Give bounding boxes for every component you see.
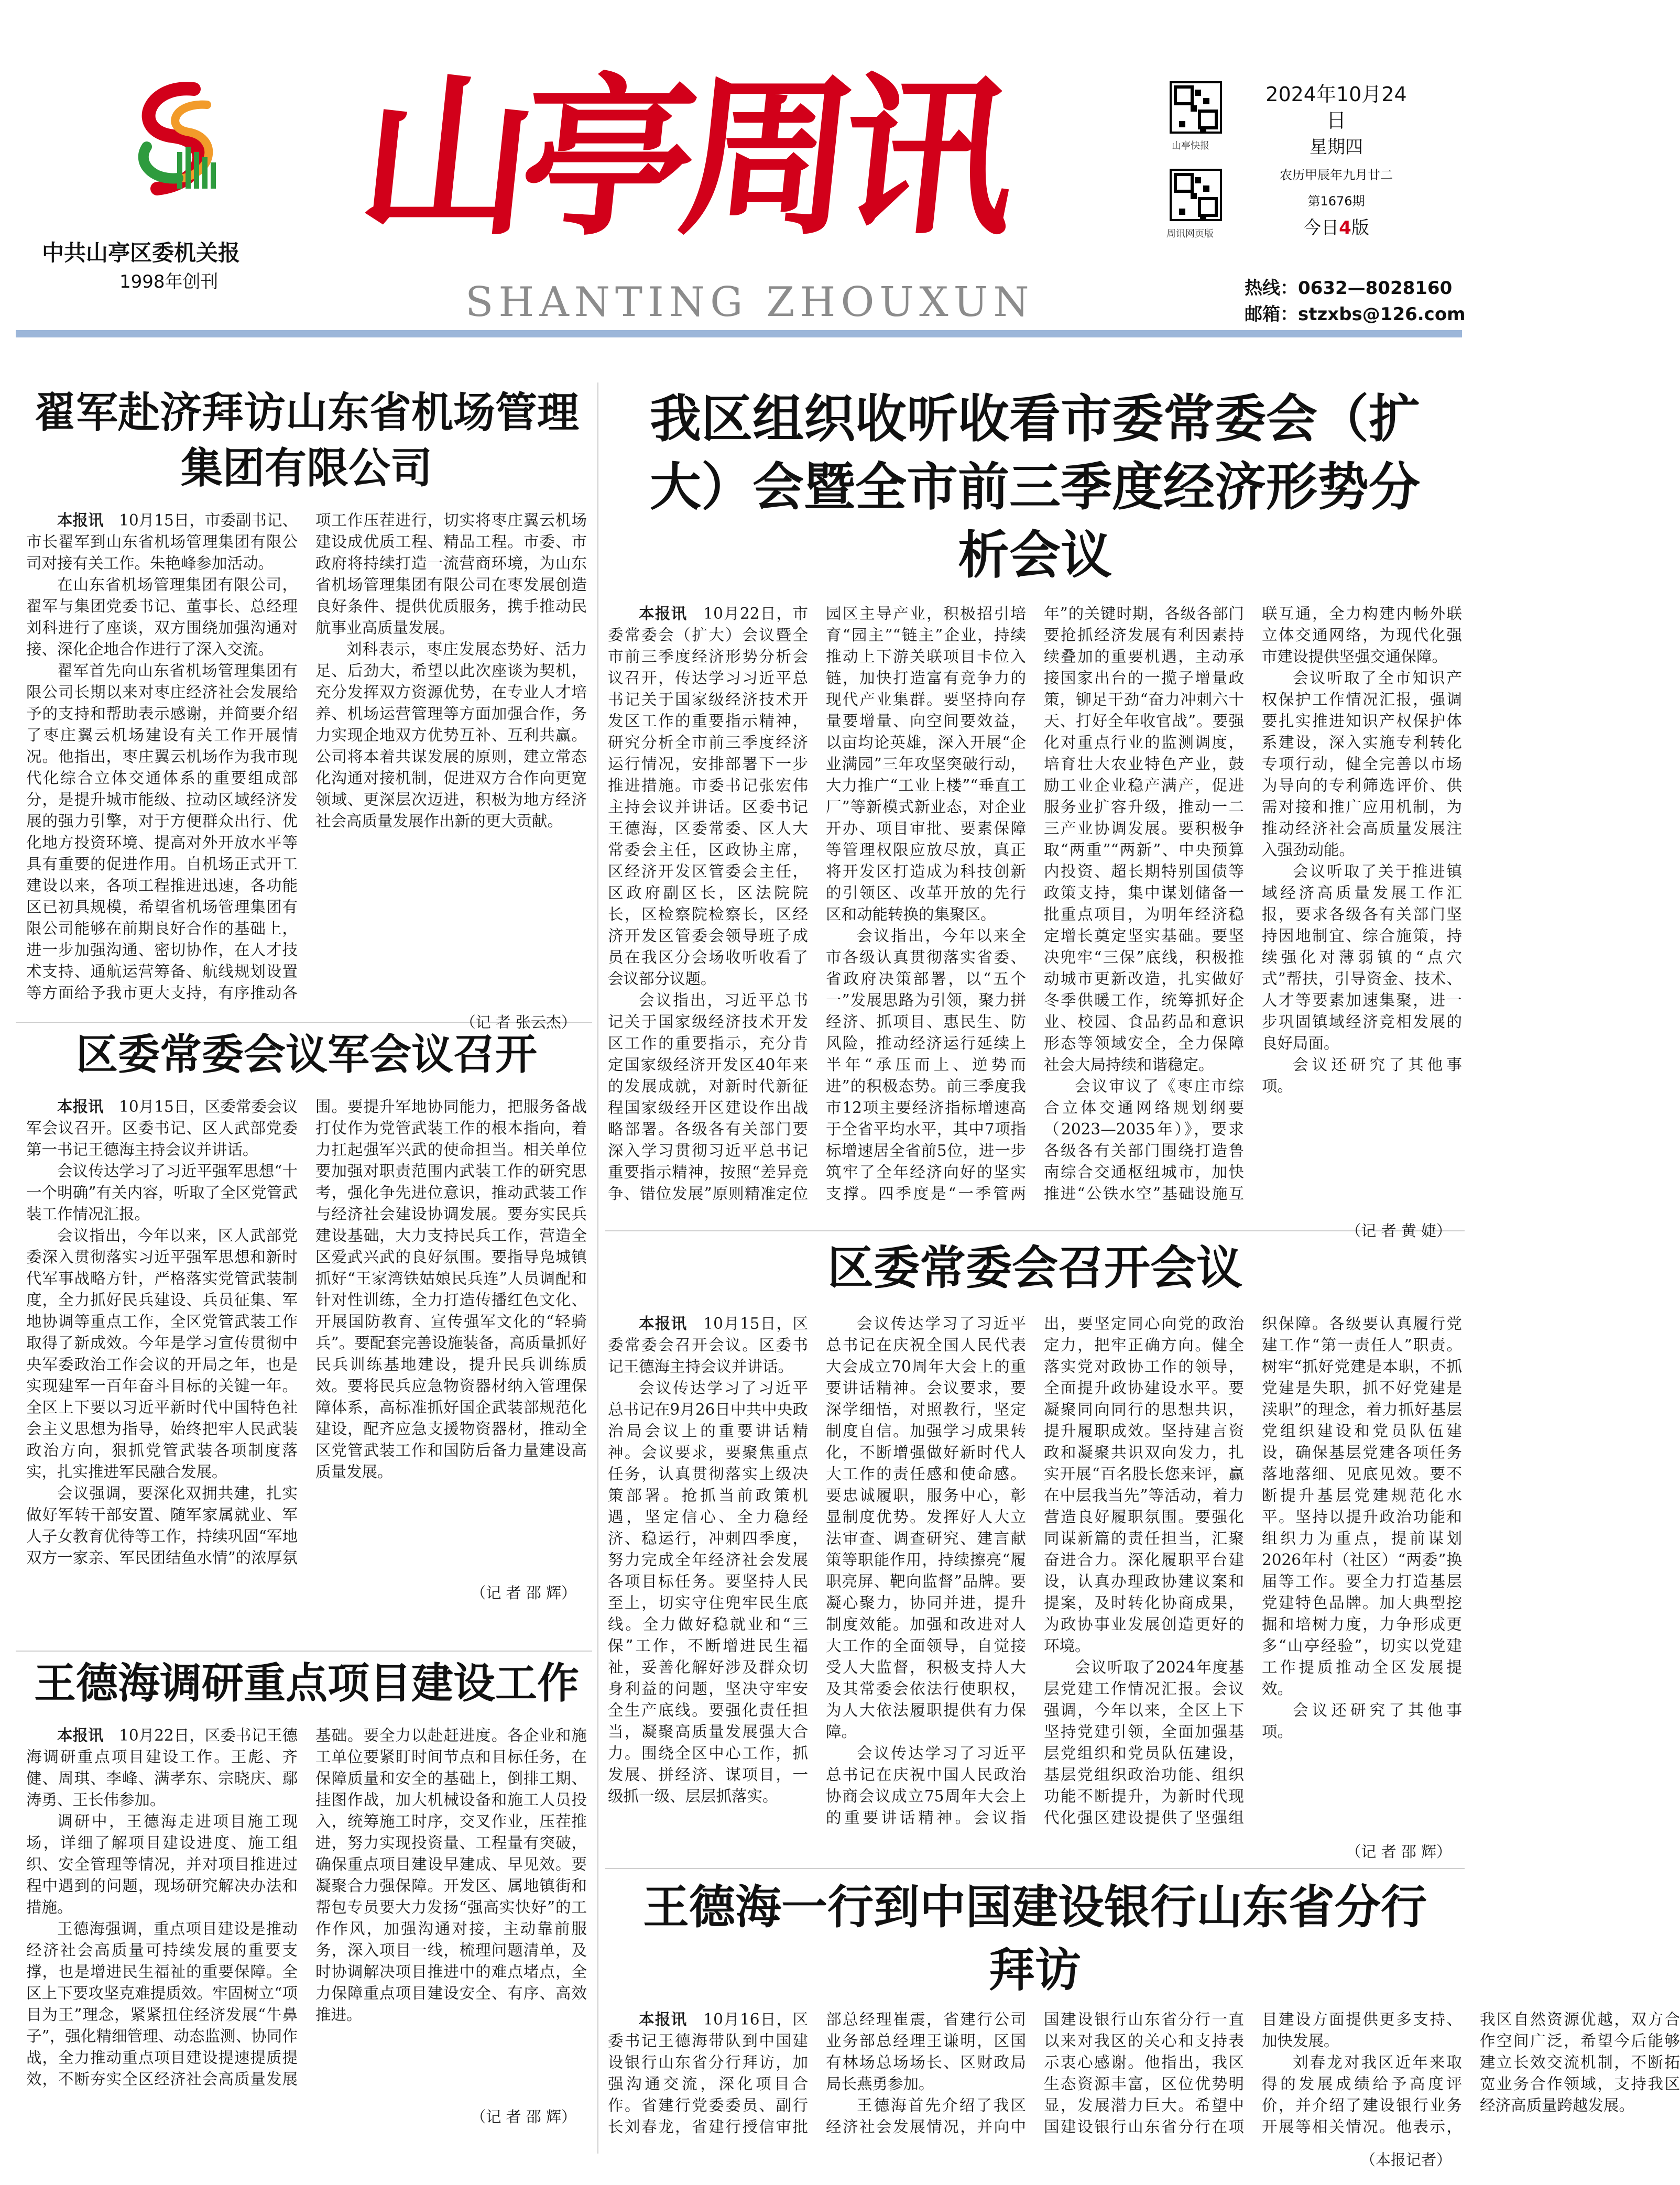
- lead-text: 10月22日，市委常委会（扩大）会议暨全市前三季度经济形势分析会议召开，传达学习习近平总书记关于国家级经济技术开发区工作的重要指示精神，研究分析全市前三季度经济运行情况，安排部署下一步推进措施。市委书记张宏伟主持会议并讲话。区委书记王德海，区委常委、区人大常委会主任，区政协主席，区经济开发区管委会主任，区政府副区长，区法院院长，区检察院检察长，区经济开发区管委会领导班子成员在我区分会场收听收看了会议部分议题。: [608, 605, 808, 988]
- issue-info: [1258, 81, 1415, 243]
- article-headline: 王德海调研重点项目建设工作: [34, 1659, 579, 1708]
- article-body: [608, 603, 1462, 1216]
- article-headline: 区委常委会召开会议: [827, 1241, 1242, 1295]
- article-headline: 王德海一行到中国建设银行山东省分行拜访: [642, 1880, 1427, 1997]
- lead-text: 10月15日，区委常委会召开会议。区委书记王德海主持会议并讲话。: [608, 1315, 808, 1375]
- article-military-meeting: [26, 1027, 587, 1648]
- article-paragraph: 刘科表示，枣庄发展态势好、活力足、后劲大，希望以此次座谈为契机，充分发挥双方资源优势，在专业人才培养、机场运营管理等方面加强合作，务力实现企地双方优势互补、互利共赢。公司将本着共谋发展的原则，建立常态化沟通对接机制，促进双方合作向更宽领域、更深层次迈进，积极为地方经济社会高质量发展作出新的更大贡献。: [315, 640, 587, 830]
- article-body: [26, 1725, 587, 2102]
- page-count-prefix: 今日: [1303, 217, 1339, 238]
- article-byline: （记 者 邵 辉）: [471, 2108, 576, 2126]
- masthead-pinyin: SHANTING ZHOUXUN: [465, 279, 1034, 326]
- article-paragraph: 会议传达学习了习近平总书记在庆祝中国人民政治协商会议成立75周年大会上的重要讲话精神。会议指出，要坚定同心向党的政治定力，把牢正确方向。健全落实党对政协工作的领导，全面提升政协建设水平。要凝聚同向同行的思想共识，提升履职成效。坚持建言资政和凝聚共识双向发力，扎实开展“百名股长您来评，赢在中层我当先”等活动，着力营造良好履职氛围。要强化同谋新篇的责任担当，汇聚奋进合力。深化履职平台建设，认真办理政协建议案和提案，及时转化协商成果，为政协事业发展创造更好的环境。: [826, 1315, 1244, 1827]
- hotline: 热线：0632—8028160: [1245, 278, 1453, 299]
- issue-date: 2024年10月24日: [1266, 83, 1407, 132]
- article-paragraph: 调研中，王德海走进项目施工现场，详细了解项目建设进度、施工组织、安全管理等情况，并对项目推进过程中遇到的问题，现场研究解决办法和措施。: [26, 1812, 298, 1916]
- article-headline: 区委常委会议军会议召开: [76, 1030, 537, 1079]
- article-paragraph: 王德海首先介绍了我区经济社会发展情况，并向中国建设银行山东省分行一直以来对我区的关心和支持表示衷心感谢。他指出，我区生态资源丰富，区位优势明显，发展潜力巨大。希望中国建设银行山东省分行在项目建设方面提供更多支持、加快发展。: [826, 2011, 1462, 2136]
- article-ccb-visit: [608, 1876, 1680, 2172]
- article-paragraph: 会议听取了2024年度基层党建工作情况汇报。会议强调，今年以来，全区上下坚持党建引领，全面加强基层党组织和党员队伍建设，基层党组织政治功能、组织功能不断提升，为新时代现代化强区建设提供了坚强组织保障。各级要认真履行党建工作“第一责任人”职责。树牢“抓好党建是本职，不抓党建是失职，抓不好党建是渎职”的理念，着力抓好基层党组织建设和党员队伍建设，确保基层党建各项任务落地落细、见底见效。要不断提升基层党建规范化水平。坚持以提升政治功能和组织力为重点，提前谋划2026年村（社区）“两委”换届等工作。要全力打造基层党建特色品牌。加大典型挖掘和培树力度，力争形成更多“山亭经验”，切实以党建工作提质推动全区发展提效。: [1044, 1315, 1462, 1827]
- article-standing-committee: [608, 1237, 1462, 1865]
- lead-tag: 本报讯: [57, 1727, 104, 1744]
- article-byline: （本报记者）: [1360, 2151, 1452, 2169]
- article-byline: （记 者 黄 婕）: [1346, 1222, 1452, 1240]
- article-lead: [26, 510, 298, 574]
- article-paragraph: 会议传达学习了习近平总书记在9月26日中共中央政治局会议上的重要讲话精神。会议要求，要聚焦重点任务，认真贯彻落实上级决策部署。抢抓当前政策机遇，坚定信心、全力稳经济、稳运行，冲刺四季度，努力完成全年经济社会发展各项目标任务。要坚持人民至上，切实守住兜牢民生底线。全力做好稳就业和“三保”工作，不断增进民生福祉，妥善化解好涉及群众切身利益的问题，坚决守牢安全生产底线。要强化责任担当，凝聚高质量发展强大合力。围绕全区中心工作，抓发展、拼经济、谋项目，一级抓一级、层层抓落实。: [608, 1379, 808, 1805]
- article-body: [26, 510, 587, 1008]
- issue-lunar-date: 农历甲辰年九月廿二: [1280, 168, 1393, 182]
- article-headline: 翟军赴济拜访山东省机场管理集团有限公司: [34, 388, 579, 493]
- article-paragraph: 在山东省机场管理集团有限公司，翟军与集团党委书记、董事长、总经理刘科进行了座谈，双方围绕加强沟通对接、深化企地合作进行了深入交流。: [26, 576, 298, 658]
- issue-weekday: 星期四: [1310, 137, 1363, 158]
- section-divider: [605, 1868, 1465, 1869]
- founded-label: 1998年创刊: [119, 271, 219, 292]
- article-lead: [608, 1313, 808, 1378]
- section-divider: [16, 1651, 592, 1652]
- party-logo-icon: [115, 73, 241, 199]
- article-body: [608, 2009, 1680, 2151]
- lead-tag: 本报讯: [639, 605, 688, 622]
- article-paragraph: 王德海强调，重点项目建设是推动经济社会高质量可持续发展的重要支撑，也是增进民生福祉的重要保障。全区上下要攻坚克难提质效。牢固树立“项目为王”理念，紧紧扭住经济发展“牛鼻子”，强化精细管理、动态监测、协同作战，全力推动重点项目建设提速提质提效，不断夯实全区经济社会高质量发展基础。要全力以赴赶进度。各企业和施工单位要紧盯时间节点和目标任务，在保障质量和安全的基础上，倒排工期、挂图作战，加大机械设备和施工人员投入，统筹施工时序，交叉作业，压茬推进，努力实现投资量、工程量有突破，确保重点项目建设早建成、早见效。要凝聚合力强保障。开发区、属地镇街和帮包专员要大力发扬“强高实快好”的工作作风，加强沟通对接，主动靠前服务，深入项目一线，梳理问题清单，及时协调解决项目推进中的难点堵点，全力保障重点项目建设安全、有序、高效推进。: [26, 1727, 587, 2088]
- qr-caption: 周讯网页版: [1166, 228, 1214, 239]
- article-paragraph: 会议听取了全市知识产权保护工作情况汇报，强调要扎实推进知识产权保护体系建设，深入实施专利转化专项行动，健全完善以市场为导向的专利筛选评价、供需对接和推广应用机制，为推动经济社会高质量发展注入强劲动能。: [1262, 669, 1462, 859]
- article-byline: （记 者 邵 辉）: [471, 1584, 576, 1602]
- column-divider: [597, 383, 598, 2154]
- article-lead: [608, 603, 808, 990]
- lead-text: 10月15日，区委常委会议军会议召开。区委书记、区人武部党委第一书记王德海主持会议并讲话。: [26, 1098, 298, 1159]
- article-paragraph: 会议传达学习了习近平总书记在庆祝全国人民代表大会成立70周年大会上的重要讲话精神。会议要求，要深学细悟，对照教行，坚定制度自信。加强学习成果转化，不断增强做好新时代人大工作的责任感和使命感。要忠诚履职，服务中心，彰显制度优势。发挥好人大立法审查、调查研究、建言献策等职能作用，持续擦亮“履职亮屏、靶向监督”品牌。要凝心聚力，协同并进，提升制度效能。加强和改进对人大工作的全面领导，自觉接受人大监督，积极支持人大及其常委会依法行使职权，为人大依法履职提供有力保障。: [826, 1315, 1026, 1741]
- qr-caption: 山亭快报: [1172, 140, 1209, 151]
- article-paragraph: 会议强调，要深化双拥共建，扎实做好军转干部安置、随军家属就业、军人子女教育优待等工作，持续巩固“军地双方一家亲、军民团结鱼水情”的浓厚氛围。要提升军地协同能力，把服务备战打仗作为党管武装工作的根本指向，着力扛起强军兴武的使命担当。相关单位要加强对职责范围内武装工作的研究思考，强化争先进位意识，推动武装工作与经济社会建设协调发展。要夯实民兵建设基础，大力支持民兵工作，营造全区爱武兴武的良好氛围。要指导凫城镇抓好“王家湾铁姑娘民兵连”人员调配和针对性训练，全力打造传播红色文化、开展国防教育、宣传强军文化的“轻骑兵”。要配套完善设施装备，高质量抓好民兵训练基地建设，提升民兵训练质效。要将民兵应急物资器材纳入管理保障体系，高标准抓好国企武装部规范化建设，配齐应急支援物资器材，推动全区党管武装工作和国防后备力量建设高质量发展。: [26, 1098, 587, 1567]
- article-paragraph: 会议指出，今年以来全市各级认真贯彻落实省委、省政府决策部署，以“五个一”发展思路为引领，聚力拼经济、抓项目、惠民生、防风险，推动经济运行延续上半年“承压而上、逆势而进”的积极态势。前三季度我市12项主要经济指标增速高于全省平均水平，其中7项指标增速居全省前5位，进一步筑牢了全年经济向好的坚实支撑。四季度是“一季管两年”的关键时期，各级各部门要抢抓经济发展有利因素持续叠加的重要机遇，主动承接国家出台的一揽子增量政策，铆足干劲“奋力冲刺六十天、打好全年收官战”。要强化对重点行业的监测调度，培育壮大农业特色产业，鼓励工业企业稳产满产，促进服务业扩容升级，推动一二三产业协调发展。要积极争取“两重”“两新”、中央预算内投资、超长期特别国债等政策支持，集中谋划储备一批重点项目，为明年经济稳定增长奠定坚实基础。要坚决兜牢“三保”底线，积极推动城市更新改造，扎实做好冬季供暖工作，统筹抓好企业、校园、食品药品和意识形态等领域安全，全力保障社会大局持续和谐稳定。: [826, 605, 1244, 1203]
- lead-tag: 本报讯: [57, 1098, 104, 1116]
- article-body: [26, 1096, 587, 1578]
- article-paragraph: 会议还研究了其他事项。: [1262, 1701, 1462, 1741]
- lead-text: 10月22日，区委书记王德海调研重点项目建设工作。王彪、齐健、周琪、李峰、满孝东、宗晓庆、鄢涛勇、王长伟参加。: [26, 1727, 298, 1809]
- organization-label: 中共山亭区委机关报: [42, 240, 241, 266]
- article-paragraph: 会议还研究了其他事项。: [1262, 1056, 1462, 1095]
- article-byline: （记 者 邵 辉）: [1346, 1843, 1452, 1861]
- masthead-title: 山亭周讯: [351, 56, 1014, 259]
- qr-code-icon: [1170, 169, 1222, 221]
- lead-tag: 本报讯: [639, 2011, 688, 2028]
- article-paragraph: 会议听取了关于推进镇域经济高质量发展工作汇报，要求各级各有关部门坚持因地制宜、综合施策，持续强化对薄弱镇的“点穴式”帮扶，引导资金、技术、人才等要素加速集聚，进一步巩固镇域经济竞相发展的良好局面。: [1262, 862, 1462, 1052]
- issue-number: 第1676期: [1307, 194, 1365, 209]
- masthead-rule: [16, 330, 1462, 337]
- article-lead: [26, 1725, 298, 1811]
- article-paragraph: 会议审议了《枣庄市综合立体交通网络规划纲要（2023—2035年）》，要求各级各有关部门围绕打造鲁南综合交通枢纽城市，加快推进“公铁水空”基础设施互联互通，全力构建内畅外联立体交通网络，为现代化强市建设提供坚强交通保障。: [1044, 605, 1462, 1203]
- email: 邮箱：stzxbs@126.com: [1245, 304, 1466, 325]
- lead-text: 10月16日，区委书记王德海带队到中国建设银行山东省分行拜访，加强沟通交流，深化项目合作。省建行党委委员、副行长刘春龙，省建行授信审批部总经理崔震，省建行公司业务部总经理王谦明，区国有林场总场场长、区财政局局长燕勇参加。: [608, 2011, 1026, 2136]
- article-paragraph: 会议传达学习了习近平强军思想“十一个明确”有关内容，听取了全区党管武装工作情况汇报。: [26, 1162, 298, 1223]
- article-economic-meeting: [608, 385, 1462, 1240]
- lead-text: 10月15日，市委副书记、市长翟军到山东省机场管理集团有限公司对接有关工作。朱艳峰参加活动。: [26, 511, 298, 572]
- qr-code-icon: [1170, 81, 1222, 134]
- article-headline: 我区组织收听收看市委常委会（扩大）会暨全市前三季度经济形势分析会议: [649, 389, 1420, 585]
- lead-tag: 本报讯: [639, 1315, 688, 1332]
- article-paragraph: 刘春龙对我区近年来取得的发展成绩给予高度评价，并介绍了建设银行业务开展等相关情况。他表示，我区自然资源优越，双方合作空间广泛，希望今后能够建立长效交流机制，不断拓宽业务合作领域，支持我区经济高质量跨越发展。: [1262, 2011, 1680, 2136]
- article-paragraph: 翟军首先向山东省机场管理集团有限公司长期以来对枣庄经济社会发展给予的支持和帮助表示感谢，并简要介绍了枣庄翼云机场建设有关工作开展情况。他指出，枣庄翼云机场作为我市现代化综合立体交通体系的重要组成部分，是提升城市能级、拉动区域经济发展的强力引擎，对于方便群众出行、优化地方投资环境、提高对外开放水平等具有重要的促进作用。自机场正式开工建设以来，各项工程推进迅速，各功能区已初具规模，希望省机场管理集团有限公司能够在前期良好合作的基础上，进一步加强沟通、密切协作，在人才技术支持、通航运营筹备、航线规划设置等方面给予我市更大支持，有序推动各项工作压茬进行，切实将枣庄翼云机场建设成优质工程、精品工程。市委、市政府将持续打造一流营商环境，为山东省机场管理集团有限公司在枣发展创造良好条件、提供优质服务，携手推动民航事业高质量发展。: [26, 511, 587, 1002]
- contact-info: [1245, 275, 1466, 327]
- lead-tag: 本报讯: [57, 511, 104, 529]
- article-body: [608, 1313, 1462, 1837]
- article-jizhai-visit: [26, 385, 587, 1031]
- article-byline: （记 者 张云杰）: [460, 1013, 576, 1031]
- article-lead: [26, 1096, 298, 1161]
- article-paragraph: 会议指出，习近平总书记关于国家级经济技术开发区工作的重要指示，充分肯定国家级经济开发区40年来的发展成就，对新时代新征程国家级经开区建设作出战略部署。各级各有关部门要深入学习贯彻习近平总书记重要指示精神，按照“差异竞争、错位发展”原则精准定位园区主导产业，积极招引培育“园主”“链主”企业，持续推动上下游关联项目卡位入链，加快打造富有竞争力的现代产业集群。要坚持向存量要增量、向空间要效益，以亩均论英雄，深入开展“企业满园”三年攻坚突破行动，大力推广“工业上楼”“垂直工厂”等新模式新业态，对企业开办、项目审批、要素保障等管理权限应放尽放，真正将开发区打造成为科技创新的引领区、改革开放的先行区和动能转换的集聚区。: [608, 605, 1026, 1203]
- article-paragraph: 会议指出，今年以来，区人武部党委深入贯彻落实习近平强军思想和新时代军事战略方针，严格落实党管武装制度，全力抓好民兵建设、兵员征集、军地协调等重点工作，全区党管武装工作取得了新成效。今年是学习宣传贯彻中央军委政治工作会议的开局之年，也是实现建军一百年奋斗目标的关键一年。全区上下要以习近平新时代中国特色社会主义思想为指导，始终把牢人民武装政治方向，狠抓党管武装各项制度落实，扎实推进军民融合发展。: [26, 1227, 298, 1481]
- page-count-number: 4: [1339, 217, 1351, 238]
- article-project-inspection: [26, 1656, 587, 2172]
- page-count-suffix: 版: [1351, 217, 1369, 238]
- page-count: [1258, 213, 1415, 243]
